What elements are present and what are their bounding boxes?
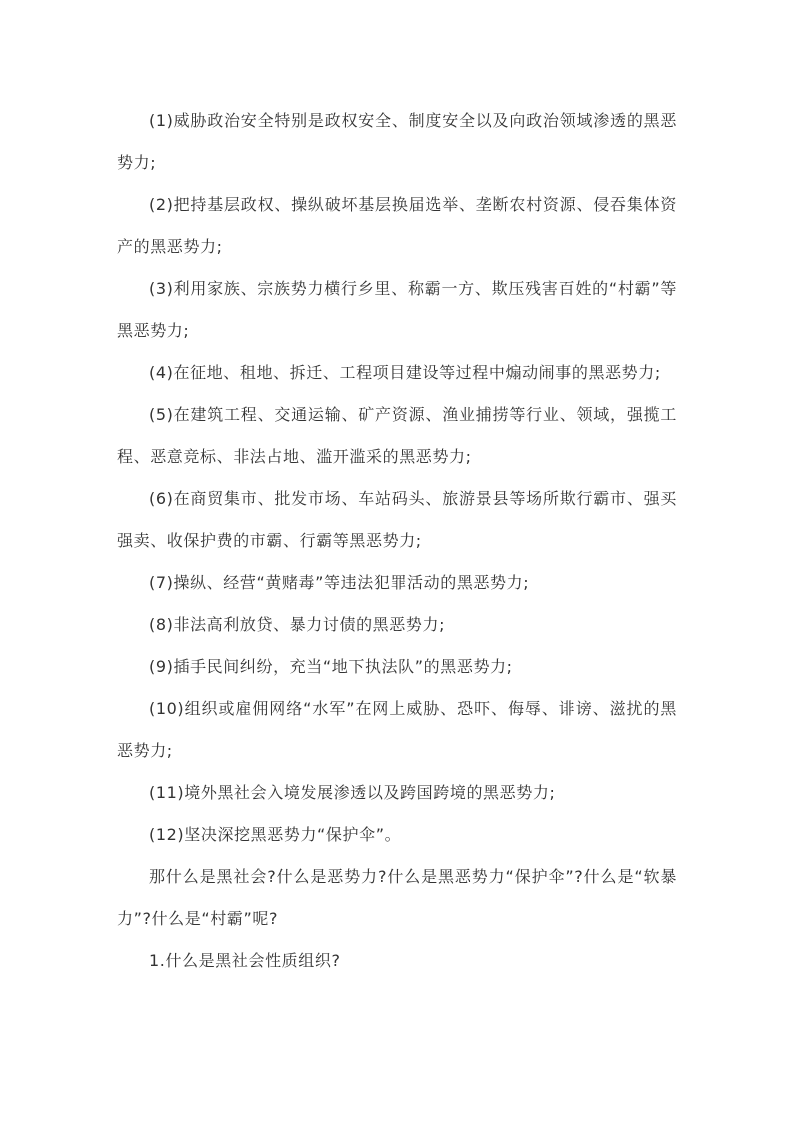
paragraph-item-11: (11)境外黑社会入境发展渗透以及跨国跨境的黑恶势力; <box>149 783 556 802</box>
question-paragraph: 那什么是黑社会?什么是恶势力?什么是黑恶势力“保护伞”?什么是“软暴力”?什么是“村霸”呢? <box>117 867 677 928</box>
paragraph-item-7: (7)操纵、经营“黄赌毒”等违法犯罪活动的黑恶势力; <box>149 573 530 592</box>
paragraph-item-6: (6)在商贸集市、批发市场、车站码头、旅游景县等场所欺行霸市、强买强卖、收保护费的市霸、行霸等黑恶势力; <box>117 489 677 550</box>
paragraph-item-12: (12)坚决深挖黑恶势力“保护伞”。 <box>149 825 402 844</box>
paragraph-item-10: (10)组织或雇佣网络“水军”在网上威胁、恐吓、侮辱、诽谤、滋扰的黑恶势力; <box>117 699 677 760</box>
paragraph-item-2: (2)把持基层政权、操纵破坏基层换届选举、垄断农村资源、侵吞集体资产的黑恶势力; <box>117 195 677 256</box>
paragraph-item-9: (9)插手民间纠纷，充当“地下执法队”的黑恶势力; <box>149 657 513 676</box>
section-heading: 1.什么是黑社会性质组织? <box>149 951 341 970</box>
paragraph-item-4: (4)在征地、租地、拆迁、工程项目建设等过程中煽动闹事的黑恶势力; <box>149 363 661 382</box>
document-body <box>117 100 677 982</box>
paragraph-item-8: (8)非法高利放贷、暴力讨债的黑恶势力; <box>149 615 446 634</box>
paragraph-item-3: (3)利用家族、宗族势力横行乡里、称霸一方、欺压残害百姓的“村霸”等黑恶势力; <box>117 279 677 340</box>
paragraph-item-1: (1)威胁政治安全特别是政权安全、制度安全以及向政治领域渗透的黑恶势力; <box>117 111 677 172</box>
paragraph-item-5: (5)在建筑工程、交通运输、矿产资源、渔业捕捞等行业、领域，强揽工程、恶意竞标、非法占地、滥开滥采的黑恶势力; <box>117 405 677 466</box>
